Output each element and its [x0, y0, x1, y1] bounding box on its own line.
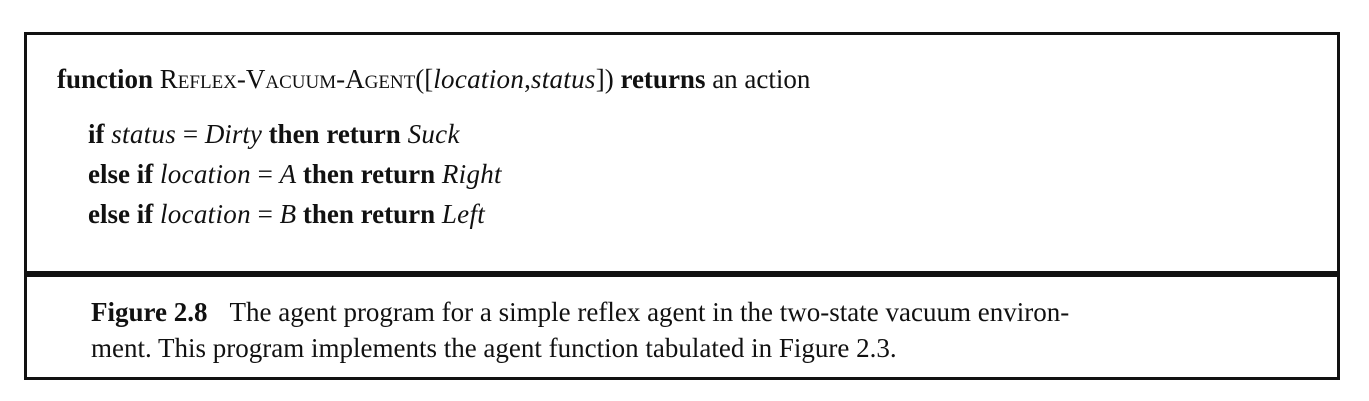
else-if-keyword: else if [88, 199, 154, 229]
param-comma: , [524, 64, 531, 94]
equals-sign: = [257, 159, 273, 189]
algorithm-line [88, 157, 502, 191]
caption-line-1 [91, 295, 1069, 329]
figure-caption [27, 277, 1337, 377]
condition-value: B [279, 199, 297, 229]
action-result: Left [441, 199, 486, 229]
then-return-keyword: then return [268, 119, 401, 149]
function-name: Reflex-Vacuum-Agent [159, 64, 416, 94]
param-status: status [530, 64, 596, 94]
action-result: Right [441, 159, 502, 189]
equals-sign: = [257, 199, 273, 229]
param-location: location [433, 64, 525, 94]
else-if-keyword: else if [88, 159, 154, 189]
then-return-keyword: then return [302, 159, 436, 189]
caption-line-2 [91, 331, 897, 365]
algorithm-line [88, 117, 460, 151]
condition-variable: status [111, 119, 177, 149]
then-return-keyword: then return [302, 199, 436, 229]
condition-value: Dirty [204, 119, 262, 149]
close-bracket: ]) [595, 64, 614, 94]
figure-label: Figure 2.8 [91, 297, 208, 327]
function-header [57, 62, 810, 96]
function-keyword: function [57, 64, 154, 94]
algorithm-block [27, 35, 1337, 272]
caption-text-2: ment. This program implements the agent function tabulated in Figure 2.3. [91, 333, 897, 363]
if-keyword: if [88, 119, 105, 149]
algorithm-line [88, 197, 485, 231]
condition-variable: location [159, 159, 251, 189]
figure-box [24, 32, 1340, 380]
condition-value: A [279, 159, 297, 189]
returns-keyword: returns [620, 64, 706, 94]
caption-text-1: The agent program for a simple reflex agent in the two-state vacuum environ- [229, 297, 1070, 327]
action-result: Suck [407, 119, 460, 149]
equals-sign: = [182, 119, 199, 149]
condition-variable: location [159, 199, 251, 229]
open-bracket: ([ [415, 64, 434, 94]
returns-text: an action [712, 64, 811, 94]
